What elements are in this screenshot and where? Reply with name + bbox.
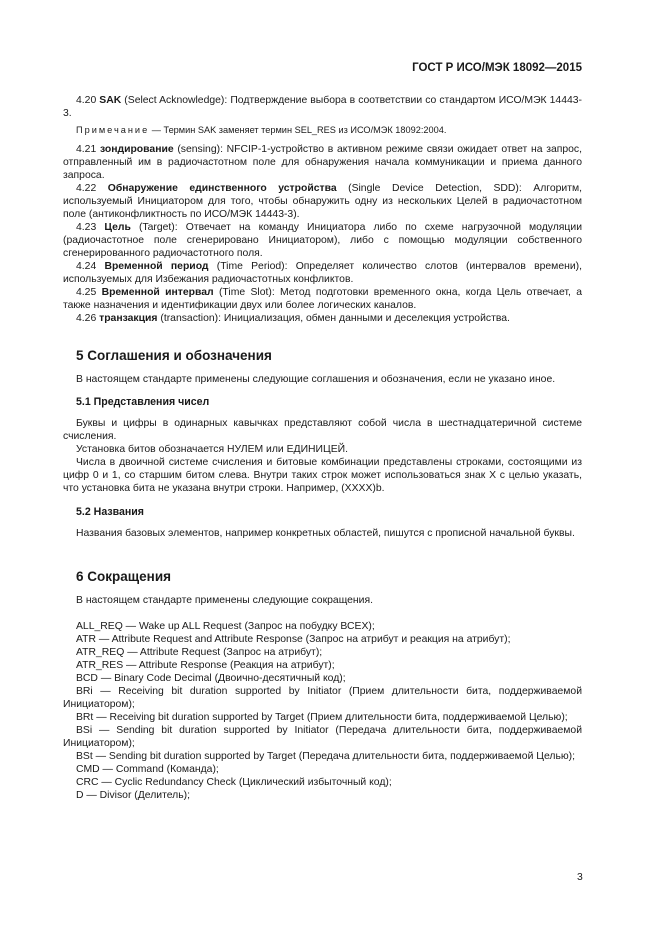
paragraph: Установка битов обозначается НУЛЕМ или ЕДИНИЦЕЙ.	[76, 444, 348, 455]
section-5-2-heading: 5.2 Названия	[76, 506, 144, 518]
def-num: 4.26	[76, 313, 97, 324]
abbreviation-item: BRi — Receiving bit duration supported by Initiator (Прием длительности бита, поддерживаемой Инициатором);	[63, 686, 582, 710]
def-term: транзакция	[99, 313, 158, 324]
definition	[63, 286, 582, 312]
def-num: 4.21	[76, 144, 97, 155]
definition	[63, 182, 582, 221]
abbreviation-item: BSi — Sending bit duration supported by Initiator (Передача длительности бита, поддерживаемой Инициатором);	[63, 725, 582, 749]
def-num: 4.23	[76, 222, 97, 233]
def-term: зондирование	[99, 144, 174, 155]
def-text: (Time Period): Определяет количество слотов (интервалов времени), используемых для Избежания радиочастотных конфликтов.	[63, 261, 582, 285]
def-text: (Single Device Detection, SDD): Алгоритм, используемый Инициатором для того, чтобы обнаружить одну из нескольких Целей в радиочастотном поле (антиконфликтность по ИСО/МЭК 14443-3).	[63, 183, 582, 220]
section-6-intro	[63, 594, 582, 607]
abbreviation-item: ALL_REQ — Wake up ALL Request (Запрос на побудку ВСЕХ);	[76, 621, 375, 632]
section-5-2-body	[63, 527, 582, 540]
abbreviation-item: BSt — Sending bit duration supported by Target (Передача длительности бита, поддерживаемой Целью);	[76, 751, 576, 762]
section-6-heading: 6 Сокращения	[76, 569, 171, 584]
def-term: SAK	[99, 95, 122, 106]
definition	[63, 260, 582, 286]
abbreviation-item: D — Divisor (Делитель);	[76, 790, 191, 801]
def-text: (transaction): Инициализация, обмен данными и деселекция устройства.	[157, 313, 510, 324]
abbreviation-item: ATR_REQ — Attribute Request (Запрос на атрибут);	[76, 647, 323, 658]
note	[63, 124, 582, 137]
abbreviation-item: CMD — Command (Команда);	[76, 764, 219, 775]
abbreviation-item: CRC — Cyclic Redundancy Check (Циклический избыточный код);	[76, 777, 392, 788]
abbreviation-item: ATR — Attribute Request and Attribute Response (Запрос на атрибут и реакция на атрибут);	[76, 634, 511, 645]
def-text: (Time Slot): Метод подготовки временного окна, когда Цель отвечает, а также назначения и идентификации двух или более логических каналов.	[63, 287, 582, 311]
def-num: 4.22	[76, 183, 97, 194]
def-text: (Target): Отвечает на команду Инициатора либо по схеме нагрузочной модуляции (радиочастотное поле сгенерировано Инициатором), либо с помощью модуляции собственного сгенерированного радиочастотного поля.	[63, 222, 582, 259]
def-term: Цель	[104, 222, 131, 233]
definition	[63, 143, 582, 182]
abbreviation-item: BCD — Binary Code Decimal (Двоично-десятичный код);	[76, 673, 346, 684]
paragraph: В настоящем стандарте применены следующие соглашения и обозначения, если не указано иное.	[76, 374, 556, 385]
def-term: Временной период	[104, 261, 209, 272]
abbreviations-list	[63, 620, 582, 802]
def-num: 4.20	[76, 95, 97, 106]
def-num: 4.24	[76, 261, 97, 272]
def-text: (Select Acknowledge): Подтверждение выбора в соответствии со стандартом ИСО/МЭК 14443-3.	[63, 95, 583, 119]
section-5-1-heading: 5.1 Представления чисел	[76, 396, 210, 408]
def-term: Обнаружение единственного устройства	[107, 183, 337, 194]
paragraph: Названия базовых элементов, например конкретных областей, пишутся с прописной начальной буквы.	[76, 528, 575, 539]
abbreviation-item: ATR_RES — Attribute Response (Реакция на атрибут);	[76, 660, 335, 671]
definition-4-20	[63, 94, 582, 120]
note-label: Примечание	[76, 125, 150, 135]
abbreviation-item: BRt — Receiving bit duration supported by Target (Прием длительности бита, поддерживаемой Целью);	[76, 712, 568, 723]
section-5-1-body	[63, 417, 582, 495]
definitions-list	[63, 143, 582, 325]
paragraph: Буквы и цифры в одинарных кавычках представляют собой числа в шестнадцатеричной системе счисления.	[63, 418, 582, 442]
definition	[63, 312, 582, 325]
def-text: (sensing): NFCIP-1-устройство в активном режиме связи ожидает ответ на запрос, отправленный им в радиочастотном поле для обнаружения начала коммуникации и приема данного запроса.	[63, 144, 582, 181]
paragraph: В настоящем стандарте применены следующие сокращения.	[76, 595, 373, 606]
def-num: 4.25	[76, 287, 97, 298]
document-header: ГОСТ Р ИСО/МЭК 18092—2015	[412, 62, 582, 74]
paragraph: Числа в двоичной системе счисления и битовые комбинации представлены строками, состоящими из цифр 0 и 1, со старшим битом слева. Внутри таких строк может использоваться знак X с целью указать, что установка бита не указана внутри строки. Например, (XXXX)b.	[63, 457, 582, 494]
note-text: — Термин SAK заменяет термин SEL_RES из ИСО/МЭК 18092:2004.	[149, 125, 447, 135]
section-5-intro	[63, 373, 582, 386]
def-term: Временной интервал	[101, 287, 214, 298]
definition	[63, 221, 582, 260]
page-number: 3	[577, 872, 583, 883]
section-5-heading: 5 Соглашения и обозначения	[76, 348, 272, 363]
